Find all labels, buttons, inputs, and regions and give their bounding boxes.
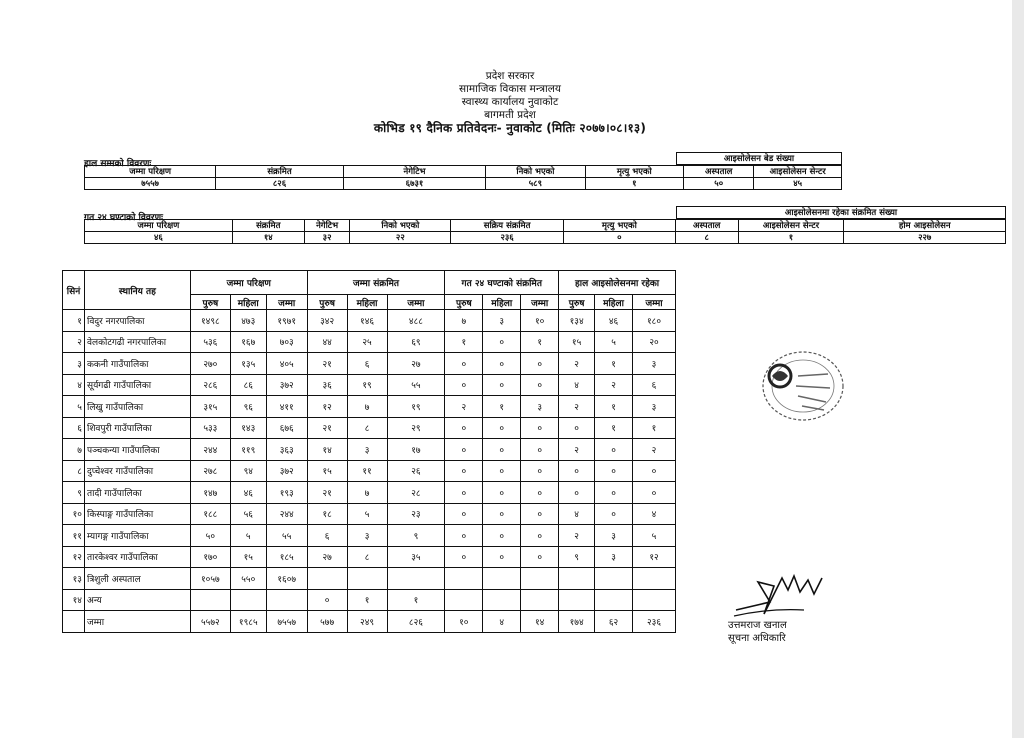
- row-value: ०: [307, 589, 347, 611]
- row-value: ३: [347, 439, 387, 461]
- row-value: [483, 568, 521, 590]
- report-header: [300, 70, 720, 135]
- total-row-value: १७४: [559, 611, 595, 633]
- table-row: [63, 310, 676, 332]
- header-line-3: स्वास्थ्य कार्यालय नुवाकोट: [461, 96, 559, 108]
- row-value: ०: [559, 417, 595, 439]
- row-value: २: [559, 525, 595, 547]
- row-sn: ३: [63, 353, 85, 375]
- row-value: १७: [387, 439, 445, 461]
- row-value: १: [347, 589, 387, 611]
- row-value: १०५७: [190, 568, 230, 590]
- row-value: २७: [307, 546, 347, 568]
- office-stamp: [758, 346, 848, 426]
- row-value: ९६: [230, 396, 266, 418]
- row-value: ०: [445, 503, 483, 525]
- row-value: २: [559, 439, 595, 461]
- sub-header-female: महिला: [595, 295, 633, 310]
- row-value: ०: [483, 331, 521, 353]
- row-local-name: लिखु गाउँपालिका: [84, 396, 190, 418]
- row-local-name: विदुर नगरपालिका: [84, 310, 190, 332]
- table-row: [63, 589, 676, 611]
- row-value: ०: [595, 482, 633, 504]
- row-value: ४८८: [387, 310, 445, 332]
- row-value: १: [595, 353, 633, 375]
- table-row: [63, 525, 676, 547]
- day-summary-value: २२७: [844, 232, 1006, 244]
- table-row: [63, 503, 676, 525]
- total-row-label: जम्मा: [84, 611, 190, 633]
- row-value: ७: [445, 310, 483, 332]
- group-isolation-header: हाल आइसोलेसनमा रहेका: [559, 271, 676, 295]
- row-value: ५: [347, 503, 387, 525]
- row-value: ०: [521, 417, 559, 439]
- row-sn: ७: [63, 439, 85, 461]
- total-summary-header: नेगेटिभ: [343, 166, 486, 178]
- day-summary-value: १: [738, 232, 844, 244]
- row-value: ५: [595, 331, 633, 353]
- row-value: [230, 589, 266, 611]
- row-value: ६: [347, 353, 387, 375]
- day-summary-value: ८: [675, 232, 738, 244]
- row-sn: ११: [63, 525, 85, 547]
- row-value: ३६३: [266, 439, 307, 461]
- total-row-value: ५७७: [307, 611, 347, 633]
- sub-header-male: पुरुष: [445, 295, 483, 310]
- row-value: ५५: [266, 525, 307, 547]
- row-value: १: [521, 331, 559, 353]
- row-value: १: [445, 331, 483, 353]
- table-row: [63, 460, 676, 482]
- total-summary-header: जम्मा परिक्षण: [85, 166, 216, 178]
- row-value: १५: [307, 460, 347, 482]
- table-row: [63, 439, 676, 461]
- total-isolation-header: आइसोलेसन बेड संख्या: [677, 153, 842, 165]
- row-value: ४११: [266, 396, 307, 418]
- day-isolation-header: आइसोलेसनमा रहेका संक्रमित संख्या: [677, 207, 1006, 219]
- row-value: ०: [483, 417, 521, 439]
- row-value: ०: [521, 353, 559, 375]
- row-value: १८: [307, 503, 347, 525]
- row-value: ७०३: [266, 331, 307, 353]
- row-value: २८६: [190, 374, 230, 396]
- row-value: २९: [387, 417, 445, 439]
- row-value: ९: [387, 525, 445, 547]
- total-row-value: १९८५: [230, 611, 266, 633]
- row-value: ०: [445, 417, 483, 439]
- row-value: ६७६: [266, 417, 307, 439]
- row-value: ०: [633, 460, 676, 482]
- row-value: ३५: [387, 546, 445, 568]
- header-line-1: प्रदेश सरकार: [485, 70, 535, 82]
- row-value: ५३३: [190, 417, 230, 439]
- group-24h-header: गत २४ घण्टाको संक्रमित: [445, 271, 559, 295]
- row-value: ०: [483, 525, 521, 547]
- total-summary-header: मृत्यु भएको: [585, 166, 684, 178]
- row-value: १: [483, 396, 521, 418]
- row-value: ११: [347, 460, 387, 482]
- sub-header-total: जम्मा: [266, 295, 307, 310]
- row-value: १८८: [190, 503, 230, 525]
- total-summary-header: निको भएको: [486, 166, 585, 178]
- row-value: ०: [521, 482, 559, 504]
- row-value: १: [595, 417, 633, 439]
- row-local-name: अन्य: [84, 589, 190, 611]
- table-row: [63, 417, 676, 439]
- total-isolation-heading: [676, 152, 842, 165]
- row-value: २८: [387, 482, 445, 504]
- day-summary-header: मृत्यु भएको: [563, 220, 675, 232]
- row-value: ०: [483, 374, 521, 396]
- total-summary-value: ७५५७: [85, 178, 216, 190]
- total-row-value: १४: [521, 611, 559, 633]
- row-value: ५: [633, 525, 676, 547]
- row-value: ०: [445, 482, 483, 504]
- row-local-name: तारकेश्वर गाउँपालिका: [84, 546, 190, 568]
- row-value: ३७२: [266, 374, 307, 396]
- day-summary-header: होम आइसोलेसन: [844, 220, 1006, 232]
- total-summary-value: १: [585, 178, 684, 190]
- row-value: ३७२: [266, 460, 307, 482]
- table-row: [63, 374, 676, 396]
- row-value: १५: [559, 331, 595, 353]
- day-summary-value: २२: [350, 232, 451, 244]
- row-value: १२: [307, 396, 347, 418]
- row-value: ४६: [595, 310, 633, 332]
- day-summary-header: नेगेटिभ: [304, 220, 350, 232]
- row-value: [266, 589, 307, 611]
- row-value: ५: [230, 525, 266, 547]
- row-value: १८०: [633, 310, 676, 332]
- day-summary-label: गत २४ घण्टाको विवरणः: [84, 213, 163, 223]
- day-isolation-heading: [676, 206, 1006, 219]
- row-value: ४: [559, 503, 595, 525]
- row-value: ०: [445, 546, 483, 568]
- day-summary-header: आइसोलेसन सेन्टर: [738, 220, 844, 232]
- day-summary-table: [84, 219, 1006, 244]
- row-value: ०: [633, 482, 676, 504]
- row-value: ४: [559, 374, 595, 396]
- row-value: [521, 589, 559, 611]
- row-value: ०: [483, 546, 521, 568]
- row-value: २: [633, 439, 676, 461]
- sub-header-female: महिला: [483, 295, 521, 310]
- row-value: १४३: [230, 417, 266, 439]
- row-value: [595, 568, 633, 590]
- total-row-value: ४: [483, 611, 521, 633]
- row-value: २६: [387, 460, 445, 482]
- sub-header-female: महिला: [347, 295, 387, 310]
- table-row: [63, 568, 676, 590]
- row-sn: १: [63, 310, 85, 332]
- row-value: १६०७: [266, 568, 307, 590]
- row-value: २७: [387, 353, 445, 375]
- row-value: ११९: [230, 439, 266, 461]
- row-value: ९४: [230, 460, 266, 482]
- row-value: ५३६: [190, 331, 230, 353]
- row-local-name: वेलकोटगढी नगरपालिका: [84, 331, 190, 353]
- row-sn: ४: [63, 374, 85, 396]
- row-value: ०: [483, 482, 521, 504]
- row-value: [521, 568, 559, 590]
- row-value: ३: [347, 525, 387, 547]
- row-value: ०: [483, 353, 521, 375]
- row-sn: १०: [63, 503, 85, 525]
- row-value: ७: [347, 396, 387, 418]
- row-value: [595, 589, 633, 611]
- day-summary-header: सक्रिय संक्रमित: [451, 220, 564, 232]
- row-value: १२: [633, 546, 676, 568]
- total-row-value: ६२: [595, 611, 633, 633]
- row-value: ०: [521, 374, 559, 396]
- row-value: ०: [595, 460, 633, 482]
- row-value: १: [633, 417, 676, 439]
- total-row-value: १०: [445, 611, 483, 633]
- total-row-value: ७५५७: [266, 611, 307, 633]
- row-value: ५६: [230, 503, 266, 525]
- row-local-name: म्यागङ्ग गाउँपालिका: [84, 525, 190, 547]
- row-value: ५५: [387, 374, 445, 396]
- row-value: ८: [347, 417, 387, 439]
- day-summary-value: ०: [563, 232, 675, 244]
- row-value: ०: [483, 439, 521, 461]
- row-value: ०: [521, 525, 559, 547]
- signature-block: [728, 619, 787, 645]
- row-value: ०: [521, 546, 559, 568]
- total-row-value: ८२६: [387, 611, 445, 633]
- row-value: ३: [483, 310, 521, 332]
- row-value: ०: [445, 374, 483, 396]
- row-value: १३५: [230, 353, 266, 375]
- row-value: १०: [521, 310, 559, 332]
- table-row: [63, 546, 676, 568]
- row-value: ०: [483, 460, 521, 482]
- total-summary-label: हाल सम्मको विवरणः: [84, 159, 152, 169]
- row-local-name: तादी गाउँपालिका: [84, 482, 190, 504]
- row-local-name: किस्पाङ्ग गाउँपालिका: [84, 503, 190, 525]
- row-value: २४४: [266, 503, 307, 525]
- row-value: २१: [307, 482, 347, 504]
- row-value: २०: [633, 331, 676, 353]
- row-sn: १४: [63, 589, 85, 611]
- row-value: १९: [347, 374, 387, 396]
- row-value: ०: [445, 439, 483, 461]
- row-value: ६९: [387, 331, 445, 353]
- header-line-4: बागमती प्रदेश: [484, 109, 536, 121]
- total-summary-header: संक्रमित: [216, 166, 343, 178]
- row-value: ६: [307, 525, 347, 547]
- signature-mark: [730, 564, 840, 620]
- day-summary-header: अस्पताल: [675, 220, 738, 232]
- row-value: १८५: [266, 546, 307, 568]
- row-value: ८६: [230, 374, 266, 396]
- row-value: [387, 568, 445, 590]
- officer-name: उत्तमराज खनाल: [728, 620, 787, 631]
- row-value: ३: [595, 525, 633, 547]
- row-value: २१: [307, 417, 347, 439]
- row-value: ०: [595, 503, 633, 525]
- row-sn: ५: [63, 396, 85, 418]
- row-value: ५५०: [230, 568, 266, 590]
- row-value: ०: [559, 460, 595, 482]
- row-value: २: [445, 396, 483, 418]
- row-value: ०: [521, 439, 559, 461]
- row-value: ५०: [190, 525, 230, 547]
- day-summary-value: ४६: [85, 232, 233, 244]
- row-value: ६: [633, 374, 676, 396]
- row-value: १: [387, 589, 445, 611]
- row-value: ४६: [230, 482, 266, 504]
- row-value: १५: [230, 546, 266, 568]
- total-row-value: २३६: [633, 611, 676, 633]
- group-tests-header: जम्मा परिक्षण: [190, 271, 307, 295]
- row-value: १४: [307, 439, 347, 461]
- row-value: १४६: [347, 310, 387, 332]
- row-value: १४९८: [190, 310, 230, 332]
- row-sn: १३: [63, 568, 85, 590]
- row-value: ३६: [307, 374, 347, 396]
- total-summary-value: ६७३१: [343, 178, 486, 190]
- day-summary-value: २३६: [451, 232, 564, 244]
- total-row: [63, 611, 676, 633]
- row-value: ०: [521, 503, 559, 525]
- row-value: ३४२: [307, 310, 347, 332]
- row-value: २४४: [190, 439, 230, 461]
- row-value: ४४: [307, 331, 347, 353]
- row-value: ३: [595, 546, 633, 568]
- group-infected-header: जम्मा संक्रमित: [307, 271, 445, 295]
- day-summary-header: जम्मा परिक्षण: [85, 220, 233, 232]
- col-sn-header: सिनं: [63, 271, 85, 310]
- local-level-table: [62, 270, 676, 633]
- row-local-name: शिवपुरी गाउँपालिका: [84, 417, 190, 439]
- row-value: १६७: [230, 331, 266, 353]
- row-value: २३: [387, 503, 445, 525]
- row-value: ३: [633, 353, 676, 375]
- row-value: ४: [633, 503, 676, 525]
- day-summary-header: निको भएको: [350, 220, 451, 232]
- total-summary-value: ४५: [754, 178, 842, 190]
- sub-header-total: जम्मा: [387, 295, 445, 310]
- row-sn: ६: [63, 417, 85, 439]
- scan-edge: [1012, 0, 1024, 738]
- row-value: १९३: [266, 482, 307, 504]
- day-summary-value: ३२: [304, 232, 350, 244]
- row-value: १९: [387, 396, 445, 418]
- total-row-value: २४९: [347, 611, 387, 633]
- sub-header-total: जम्मा: [633, 295, 676, 310]
- table-row: [63, 331, 676, 353]
- row-local-name: सूर्यगढी गाउँपालिका: [84, 374, 190, 396]
- row-value: ३: [633, 396, 676, 418]
- total-row-sn: [63, 611, 85, 633]
- row-value: १४७: [190, 482, 230, 504]
- row-value: २: [595, 374, 633, 396]
- row-local-name: पञ्चकन्या गाउँपालिका: [84, 439, 190, 461]
- row-sn: २: [63, 331, 85, 353]
- total-row-value: ५५७२: [190, 611, 230, 633]
- total-summary-value: ८२६: [216, 178, 343, 190]
- table-row: [63, 353, 676, 375]
- row-value: [559, 568, 595, 590]
- officer-title: सूचना अधिकारि: [728, 633, 786, 644]
- row-value: [445, 589, 483, 611]
- sub-header-total: जम्मा: [521, 295, 559, 310]
- row-value: १९७१: [266, 310, 307, 332]
- day-summary-header: संक्रमित: [232, 220, 304, 232]
- row-value: २७८: [190, 460, 230, 482]
- row-value: ०: [445, 353, 483, 375]
- table-row: [63, 396, 676, 418]
- row-value: ४७३: [230, 310, 266, 332]
- row-value: [445, 568, 483, 590]
- row-value: २५: [347, 331, 387, 353]
- report-title: कोभिड १९ दैनिक प्रतिवेदनः- नुवाकोट (मितिः २०७७।०८।१३): [373, 121, 647, 135]
- row-value: २: [559, 396, 595, 418]
- row-value: [347, 568, 387, 590]
- total-summary-header: आइसोलेसन सेन्टर: [754, 166, 842, 178]
- row-value: ९: [559, 546, 595, 568]
- row-sn: ८: [63, 460, 85, 482]
- day-summary-value: १४: [232, 232, 304, 244]
- header-line-2: सामाजिक विकास मन्त्रालय: [459, 83, 561, 95]
- total-summary-table: [84, 165, 842, 190]
- sub-header-female: महिला: [230, 295, 266, 310]
- row-local-name: ककनी गाउँपालिका: [84, 353, 190, 375]
- row-value: ०: [483, 503, 521, 525]
- row-value: १३४: [559, 310, 595, 332]
- total-summary-header: अस्पताल: [684, 166, 754, 178]
- row-value: ३: [521, 396, 559, 418]
- row-value: [483, 589, 521, 611]
- total-summary-value: ५८९: [486, 178, 585, 190]
- row-value: ०: [595, 439, 633, 461]
- col-local-header: स्थानिय तह: [84, 271, 190, 310]
- row-value: [190, 589, 230, 611]
- row-value: ८: [347, 546, 387, 568]
- row-sn: १२: [63, 546, 85, 568]
- row-value: ४०५: [266, 353, 307, 375]
- row-value: २७०: [190, 353, 230, 375]
- table-row: [63, 482, 676, 504]
- sub-header-male: पुरुष: [190, 295, 230, 310]
- row-value: [633, 568, 676, 590]
- row-value: १७०: [190, 546, 230, 568]
- row-value: १: [595, 396, 633, 418]
- row-value: ७: [347, 482, 387, 504]
- row-value: ३१५: [190, 396, 230, 418]
- row-value: ०: [445, 460, 483, 482]
- total-summary-value: ५०: [684, 178, 754, 190]
- row-local-name: दुप्चेश्वर गाउँपालिका: [84, 460, 190, 482]
- row-value: ०: [521, 460, 559, 482]
- row-value: २: [559, 353, 595, 375]
- row-sn: ९: [63, 482, 85, 504]
- sub-header-male: पुरुष: [559, 295, 595, 310]
- row-value: [559, 589, 595, 611]
- sub-header-male: पुरुष: [307, 295, 347, 310]
- row-value: [633, 589, 676, 611]
- row-value: [307, 568, 347, 590]
- row-local-name: त्रिशुली अस्पताल: [84, 568, 190, 590]
- row-value: ०: [445, 525, 483, 547]
- row-value: ०: [559, 482, 595, 504]
- row-value: २१: [307, 353, 347, 375]
